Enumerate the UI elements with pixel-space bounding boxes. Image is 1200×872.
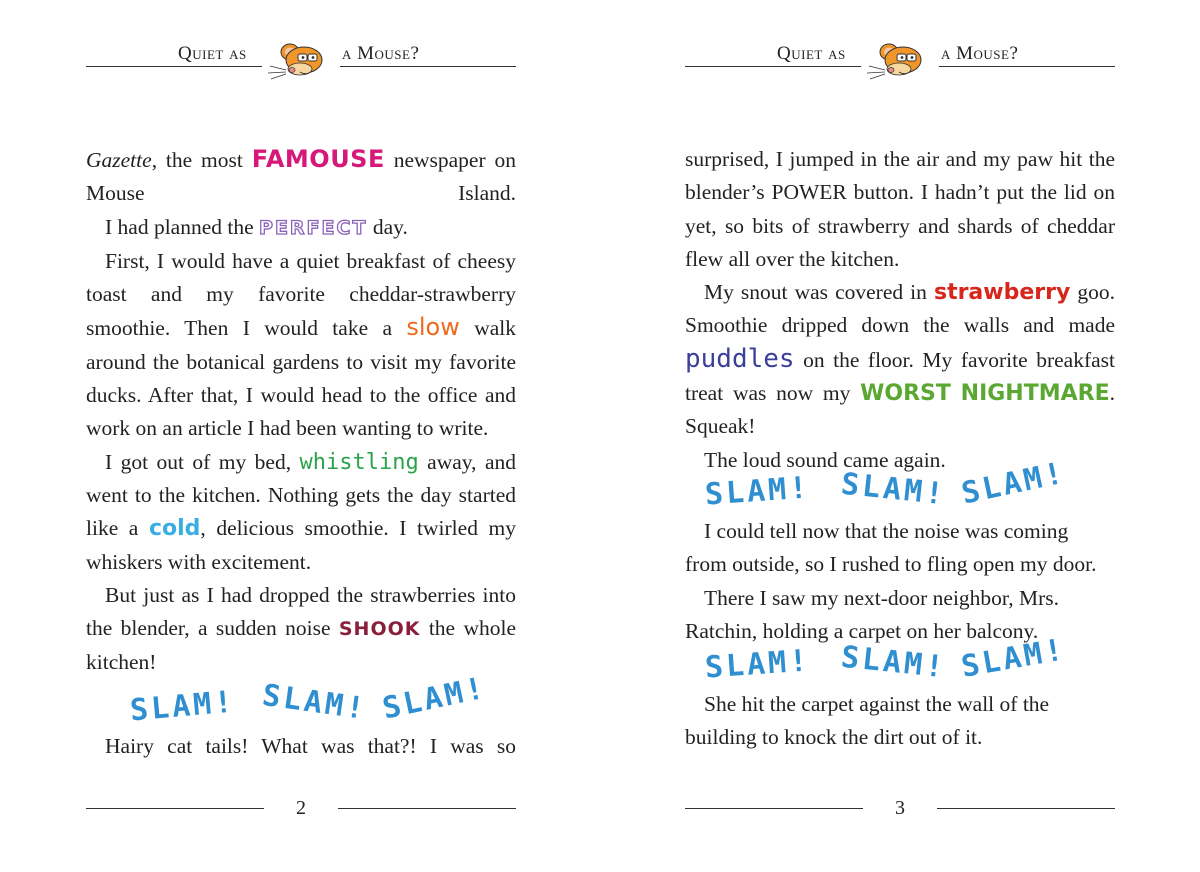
footer-rule-right — [338, 808, 516, 809]
slam-word: SLAM! — [958, 455, 1069, 512]
text-run: the whole kitchen! — [86, 616, 516, 675]
slam-word: SLAM! — [839, 466, 948, 513]
paragraph — [685, 276, 1115, 443]
text-run: walk around the botanical gardens to visit my favorite ducks. After that, I would head to the office and work on an article I had been wanting to write. — [86, 316, 516, 441]
left-page — [86, 0, 516, 872]
paragraph — [86, 245, 516, 446]
text-run: day. — [367, 214, 408, 239]
text-run: Hairy cat tails! What was that?! I was so — [105, 733, 516, 758]
text-run: First, I would have a quiet breakfast of cheesy toast and my favorite cheddar-strawberry smoothie. Then I would take a — [86, 248, 516, 341]
text-run: away, and went to the kitchen. Nothing gets the day started like a — [86, 449, 516, 541]
text-run: There I saw my next-door neighbor, Mrs. Ratchin, holding a carpet on her balcony. — [685, 585, 1059, 643]
text-run: goo. Smoothie dripped down the walls and made — [685, 280, 1115, 338]
text-run: on the floor. My favorite breakfast treat was now my — [685, 347, 1115, 406]
header-title-left: Quiet as — [773, 43, 850, 65]
slam-word: SLAM! — [703, 643, 812, 686]
text-run: But just as I had dropped the strawberries into the blender, a sudden noise — [86, 582, 516, 641]
text-run: , delicious smoothie. I twirled my whiskers with excitement. — [86, 516, 516, 574]
paragraph — [86, 143, 516, 211]
strawberry-word: strawberry — [933, 280, 1071, 306]
slam-word: SLAM! — [128, 684, 237, 729]
slam-sound-effect — [685, 632, 1115, 688]
slam-word: SLAM! — [379, 670, 490, 727]
slam-word: SLAM! — [260, 677, 370, 727]
slam-sound-effect — [86, 670, 516, 730]
text-run: The loud sound came again. — [704, 447, 946, 472]
text-run: I could tell now that the noise was coming from outside, so I rushed to fling open my door. — [685, 518, 1097, 577]
right-page-text — [685, 143, 1115, 755]
paragraph — [685, 143, 1115, 276]
text-run: . Squeak! — [685, 381, 1115, 439]
page-number: 2 — [296, 797, 306, 819]
famouse-word: FAMOUSE — [251, 145, 385, 173]
text-run: surprised, I jumped in the air and my paw hit the blender’s POWER button. I hadn’t put the lid on yet, so bits of strawberry and shards of cheddar flew all over the kitchen. — [685, 147, 1115, 271]
footer-rule-right — [937, 808, 1115, 809]
text-run: I got out of my bed, — [105, 449, 300, 474]
header-title-right: a Mouse? — [937, 43, 1022, 65]
running-header — [685, 38, 1115, 80]
paragraph — [86, 211, 516, 245]
text-run: I had planned the — [105, 214, 260, 239]
left-page-text — [86, 143, 516, 763]
text-run: , the most — [151, 148, 252, 172]
text-run: She hit the carpet against the wall of the building to knock the dirt out of it. — [685, 692, 1050, 750]
paragraph — [685, 515, 1115, 582]
right-page — [685, 0, 1115, 872]
shook-word: SHOOK — [338, 618, 421, 641]
page-footer — [685, 797, 1115, 821]
header-title-right: a Mouse? — [338, 43, 423, 65]
paragraph — [86, 730, 516, 763]
text-run: newspaper on Mouse Island. — [86, 148, 516, 206]
paragraph — [86, 446, 516, 579]
perfect-word: PERFECT — [259, 216, 368, 239]
paragraph — [86, 579, 516, 680]
puddles-word: puddles — [685, 343, 795, 374]
mouse-head-icon — [861, 38, 939, 82]
mouse-head-icon — [262, 38, 340, 82]
header-title-left: Quiet as — [174, 43, 251, 65]
slam-word: SLAM! — [703, 470, 812, 513]
cold-word: cold — [148, 516, 201, 542]
paragraph — [685, 688, 1115, 755]
running-header — [86, 38, 516, 80]
text-run: My snout was covered in — [704, 280, 934, 305]
italic-text: Gazette — [86, 148, 152, 172]
slam-word: SLAM! — [839, 639, 948, 686]
whistling-word: whistling — [299, 449, 419, 475]
nightmare-word: NIGHTMARE — [960, 381, 1110, 407]
page-number: 3 — [895, 797, 905, 819]
slow-word: slow — [406, 313, 460, 342]
worst-word: WORST — [860, 381, 951, 407]
page-footer — [86, 797, 516, 821]
slam-word: SLAM! — [958, 632, 1069, 686]
